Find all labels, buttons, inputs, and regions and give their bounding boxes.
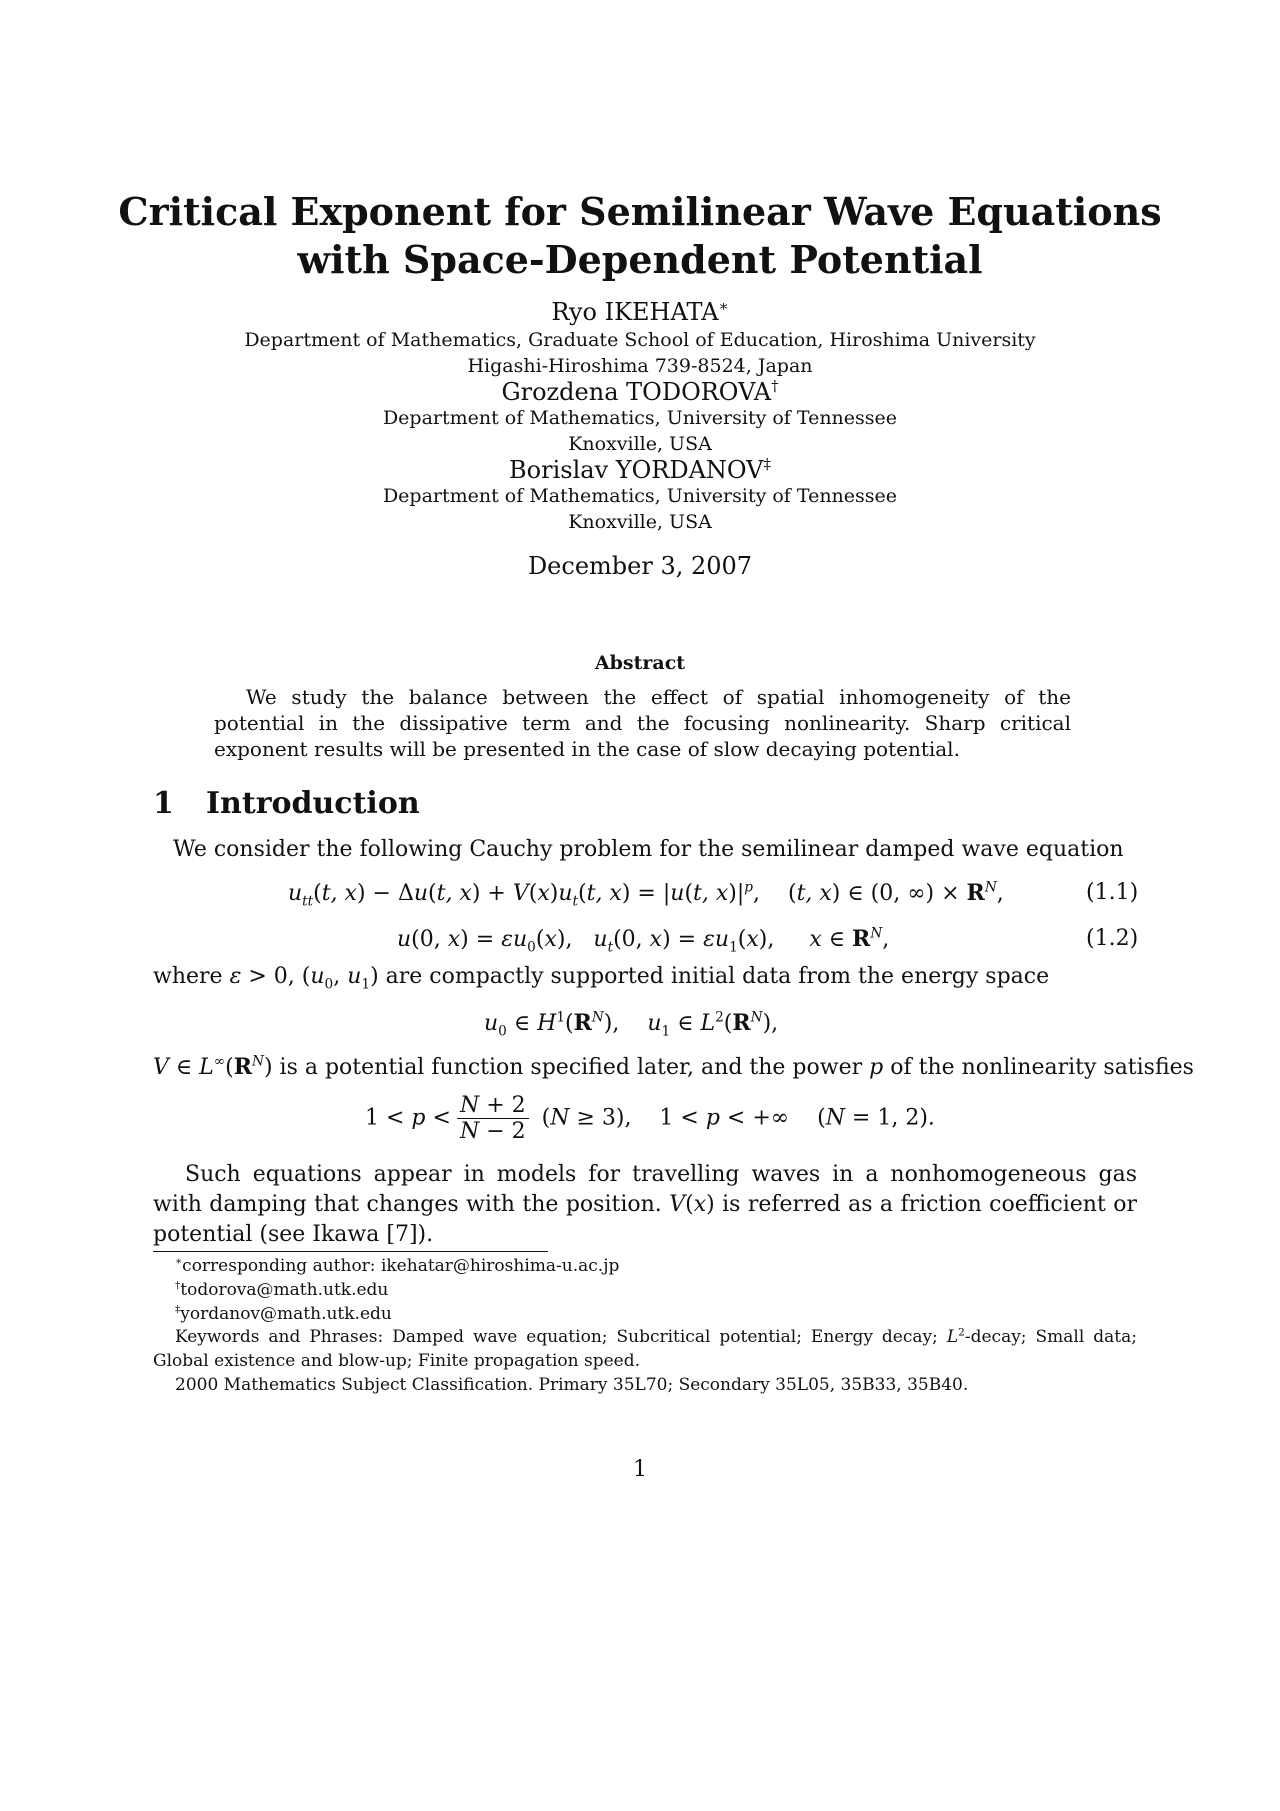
- footnote-2-text: todorova@math.utk.edu: [180, 1280, 389, 1300]
- footnote-2: [175, 1278, 388, 1302]
- author-2-affil-1: Department of Mathematics, University of Tennessee: [382, 407, 898, 429]
- author-3-affil-1: Department of Mathematics, University of Tennessee: [382, 485, 898, 507]
- footnote-1-text: corresponding author: ikehatar@hiroshima-u.ac.jp: [182, 1256, 620, 1276]
- paper-title: [0, 188, 1280, 284]
- abstract-text: We study the balance between the effect of spatial inhomogeneity of the potential in the dissipative term and the focusing nonlinearity. Sharp critical exponent results will be presented in the case of slow decaying potential.: [214, 685, 1071, 761]
- title-line-1: Critical Exponent for Semilinear Wave Equations: [118, 189, 1162, 234]
- equation-1-2: u(0, $x) = \varepsilon u_0(x)$, $u_t(0$, $x) = \varepsilon u_1(x)$, x ∈ $R^N$,: [397, 925, 890, 956]
- potential-line: V ∈ $L^\infty(R^N)$ is a potential function specified later, and the power p of the nonlinearity satisfies: [153, 1053, 1194, 1080]
- footnote-3-text: yordanov@math.utk.edu: [180, 1304, 392, 1324]
- footnote-1: [175, 1254, 619, 1278]
- page-number: 1: [633, 1457, 647, 1482]
- paragraph-2: Such equations appear in models for travelling waves in a nonhomogeneous gas with damping that changes with the position. V(x) is referred as a friction coefficient or potential (see Ikawa [7]).: [153, 1162, 1137, 1247]
- energy-space-equation: $u_0$ ∈ $H^1(R^N)$, $u_1$ ∈ $L^2(R^N)$,: [484, 1009, 779, 1040]
- paragraph-2-text: Such equations appear in models for travelling waves in a nonhomogeneous gas with damping that changes with the position.: [153, 1162, 1137, 1217]
- author-3-affil-2: Knoxville, USA: [568, 511, 712, 533]
- author-1-affil-2: Higashi-Hiroshima 739-8524, Japan: [467, 355, 813, 377]
- paper-date: December 3, 2007: [527, 552, 753, 580]
- where-text: are compactly supported initial data from the energy space: [385, 964, 1050, 989]
- author-3-mark: ‡: [763, 455, 771, 473]
- footnote-3-mark: ‡: [175, 1303, 181, 1316]
- potential-text-2: of the nonlinearity satisfies: [890, 1055, 1194, 1080]
- paragraph-2-text-b: is referred as a friction coefficient or potential (see Ikawa [7]).: [153, 1192, 1137, 1247]
- section-title: Introduction: [206, 786, 420, 821]
- msc-footnote: 2000 Mathematics Subject Classification. Primary 35L70; Secondary 35L05, 35B33, 35B40.: [175, 1375, 969, 1395]
- equation-1-1: $u_{tt}(t$, x) − Δu(t, $x) + V(x)u_t(t$, x) = |u(t, $x)|^p$, (t, x) ∈ (0, ∞) × $R^N$,: [288, 879, 1004, 910]
- equation-1-1-number: (1.1): [1086, 880, 1139, 905]
- author-name: [0, 378, 1280, 406]
- keywords-text-post: -decay; Small data; Global existence and blow-up; Finite propagation speed.: [153, 1327, 1137, 1371]
- exponent-fraction: $\frac{N + 2}{N - 2}$: [457, 1093, 529, 1144]
- keywords-text-pre: Keywords and Phrases: Damped wave equation; Subcritical potential; Energy decay;: [175, 1327, 938, 1347]
- intro-line: We consider the following Cauchy problem for the semilinear damped wave equation: [173, 837, 1124, 862]
- abstract-heading: Abstract: [594, 652, 686, 674]
- section-number: 1: [153, 786, 174, 821]
- footnote-rule: [153, 1251, 548, 1252]
- author-3-name: Borislav YORDANOV: [509, 456, 764, 484]
- keywords-footnote: Keywords and Phrases: Damped wave equation; Subcritical potential; Energy decay; $L^2$-decay; Small data; Global existence and blow-up; Finite propagation speed.: [153, 1326, 1137, 1371]
- author-name: [0, 456, 1280, 484]
- title-line-2: with Space-Dependent Potential: [297, 237, 983, 282]
- equation-1-2-number: (1.2): [1086, 926, 1139, 951]
- footnote-2-mark: †: [175, 1279, 181, 1292]
- author-name: [0, 298, 1280, 326]
- author-2-mark: †: [771, 377, 779, 395]
- author-2-affil-2: Knoxville, USA: [568, 433, 712, 455]
- where-line: where ε > 0, ($u_0$, $u_1$) are compactly supported initial data from the energy space: [153, 964, 1050, 993]
- footnote-3: [175, 1302, 392, 1326]
- exponent-range-equation: 1 < p < $\frac{N + 2}{N - 2}$ (N ≥ 3), 1 < p < +∞ (N = 1, 2).: [365, 1093, 935, 1144]
- author-1-mark: ∗: [718, 297, 729, 315]
- footnote-1-mark: ∗: [175, 1255, 183, 1268]
- author-2-name: Grozdena TODOROVA: [501, 378, 772, 406]
- author-1-name: Ryo IKEHATA: [551, 298, 719, 326]
- potential-text: is a potential function specified later, and the power: [279, 1055, 863, 1080]
- author-1-affil-1: Department of Mathematics, Graduate School of Education, Hiroshima University: [244, 329, 1036, 351]
